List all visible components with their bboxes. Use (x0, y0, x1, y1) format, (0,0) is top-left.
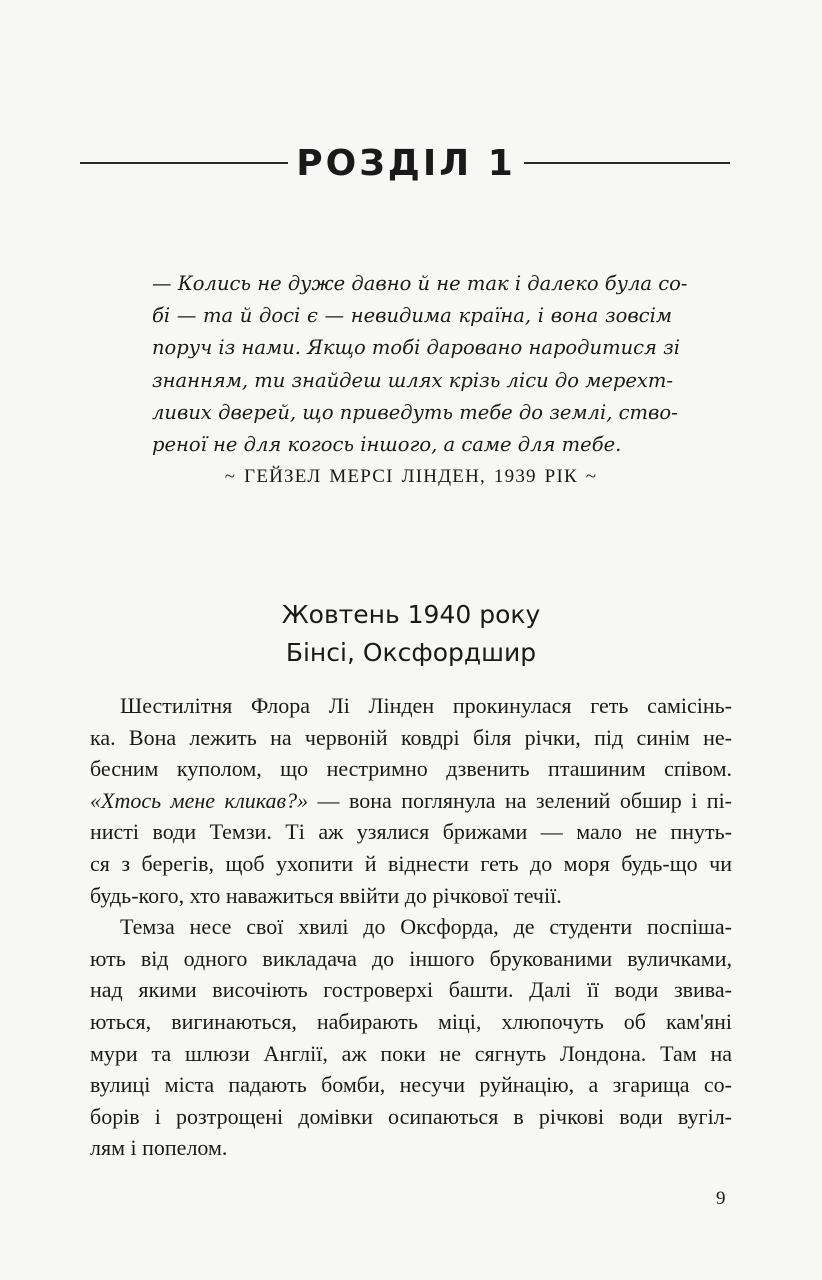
header-rule-right (524, 162, 730, 164)
paragraph-line: ся з берегів, щоб ухопити й віднести геть до моря будь-що чи (90, 850, 732, 876)
epigraph (152, 268, 688, 461)
epigraph-line: бі — та й досі є — невидима країна, і вона зовсім (152, 304, 672, 328)
italic-quote: «Хтось мене кликав?» (90, 787, 309, 813)
paragraph-line: борів і розтрощені домівки осипаються в річкові води вугіл- (90, 1103, 732, 1129)
paragraph-line: ка. Вона лежить на червоній ковдрі біля річки, під синім не- (90, 724, 732, 750)
chapter-title: РОЗДІЛ 1 (296, 142, 516, 184)
chapter-header (80, 138, 730, 188)
epigraph-line: ливих дверей, що приведуть тебе до землі, ство- (152, 400, 678, 424)
epigraph-line: поруч із нами. Якщо тобі даровано народитися зі (152, 336, 681, 360)
section-heading (0, 596, 822, 672)
paragraph-line: вулиці міста падають бомби, несучи руйнацію, а згарища со- (90, 1072, 732, 1098)
line-text: — вона поглянула на зелений обшир і пі- (308, 787, 733, 813)
paragraph-line: Темза несе свої хвилі до Оксфорда, де студенти поспіша- (120, 914, 732, 940)
paragraph-line: будь-кого, хто наважиться ввійти до річкової течії. (90, 882, 562, 908)
paragraph-line: над якими височіють гостроверхі башти. Далі її води звива- (90, 977, 732, 1003)
section-place: Бінсі, Оксфордшир (285, 638, 537, 667)
paragraph-line (90, 785, 732, 817)
epigraph-line: знанням, ти знайдеш шлях крізь ліси до мерехт- (152, 368, 673, 392)
page-number: 9 (716, 1188, 726, 1209)
epigraph-attribution: ~ ГЕЙЗЕЛ МЕРСІ ЛІНДЕН, 1939 РІК ~ (224, 466, 598, 487)
paragraph-line: ються, вигинаються, набирають міці, хлюпочуть об кам'яні (90, 1008, 732, 1034)
paragraph-line: нисті води Темзи. Ті аж узялися брижами — мало не пнуть- (90, 819, 732, 845)
section-date: Жовтень 1940 року (281, 600, 541, 629)
epigraph-line: реної не для когось іншого, а саме для тебе. (152, 433, 622, 457)
epigraph-line: — Колись не дуже давно й не так і далеко була со- (152, 272, 688, 295)
paragraph-line: лям і попелом. (90, 1135, 228, 1161)
header-rule-left (80, 162, 288, 164)
paragraph-line: бесним куполом, що нестримно дзвенить пташиним співом. (90, 756, 732, 782)
paragraph-line: мури та шлюзи Англії, аж поки не сягнуть Лондона. Там на (90, 1040, 732, 1066)
paragraph-line: ють від одного викладача до іншого брукованими вуличками, (90, 945, 732, 971)
body-text (90, 690, 732, 1164)
paragraph-line: Шестилітня Флора Лі Лінден прокинулася геть самісінь- (120, 693, 732, 718)
